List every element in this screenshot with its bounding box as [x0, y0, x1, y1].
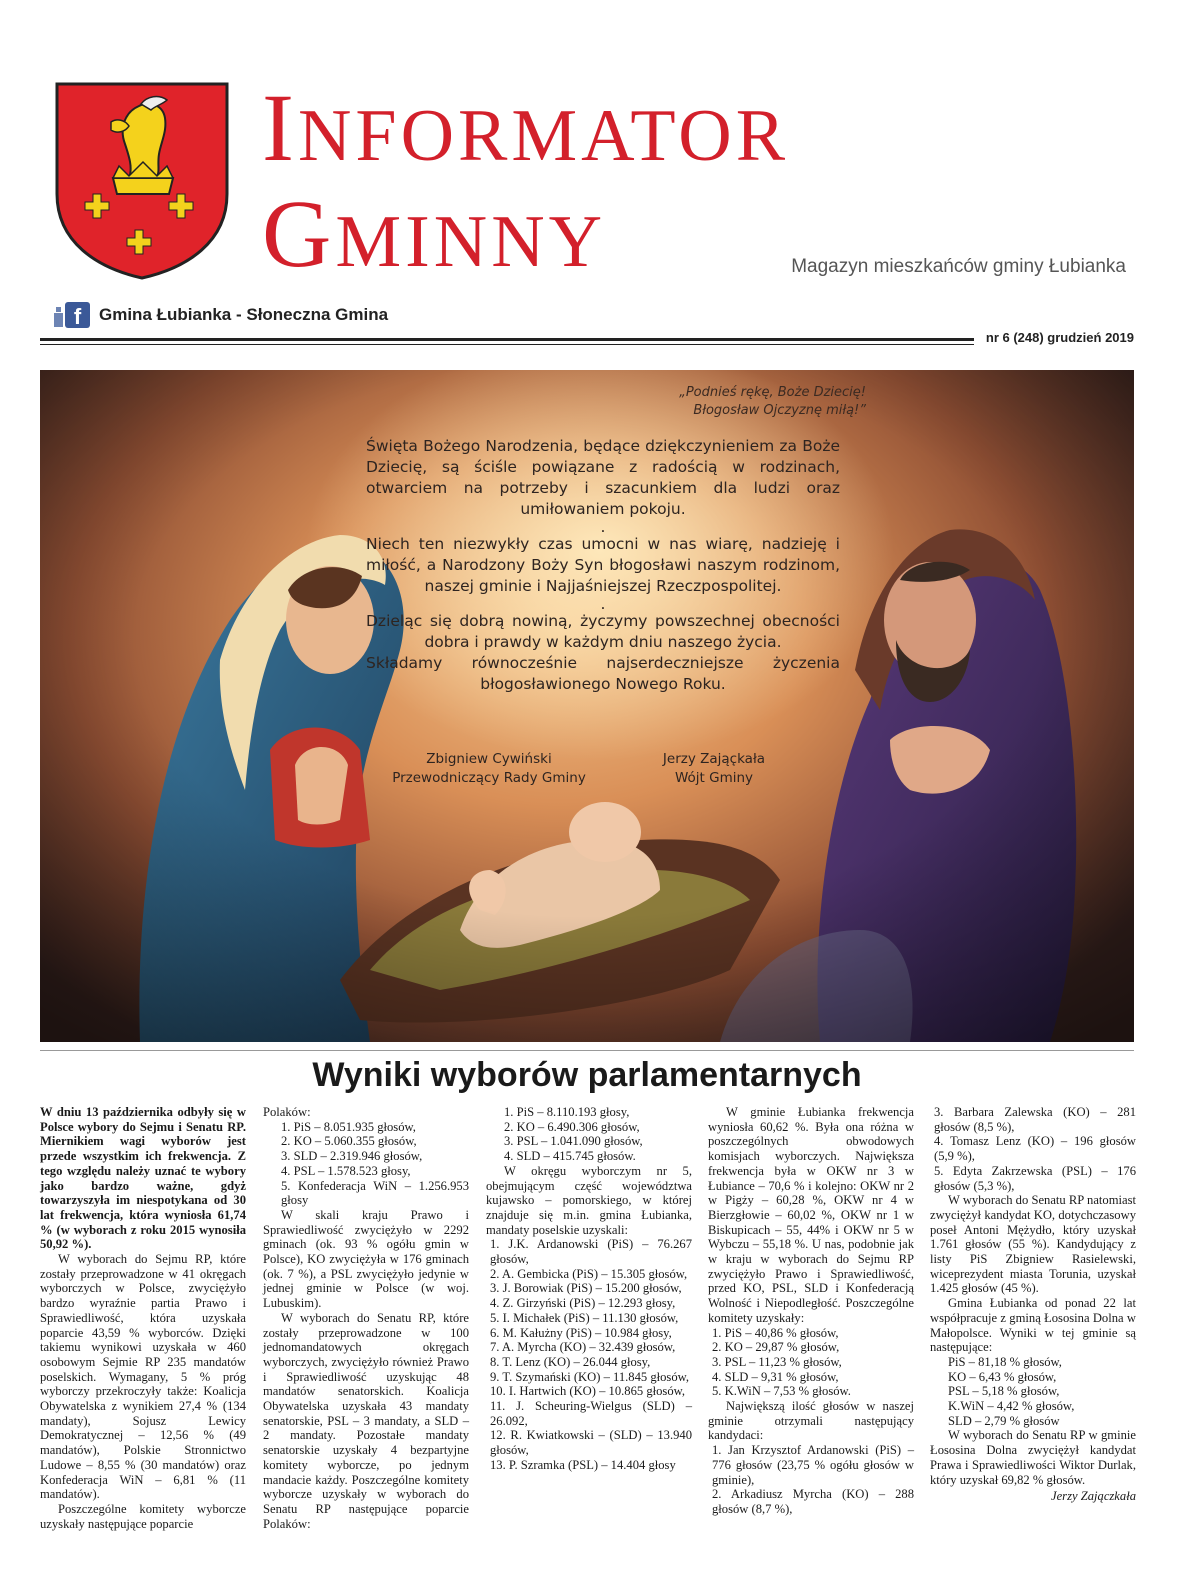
masthead-title-line1: [262, 74, 790, 181]
list-item: 3. J. Borowiak (PiS) – 15.200 głosów,: [490, 1281, 682, 1296]
article-paragraph: W gminie Łubianka frekwencja wyniosła 60,62 %. Była ona różna w poszczególnych obwodowych komisjach wyborczych. Największa frekwencja była w OKW nr 3 w Łubiance – 70,6 % i kolejno: OKW nr 2 w Pigży – 60,28 %, OKW nr 4 w Bierzgłowie – 60,02 %, OKW nr 1 w Biskupicach – 55, 44% i OKW nr 5 w Wybczu – 55,18 %. U nas, podobnie jak w kraju w wyborach do Sejmu RP zwyciężyło Prawo i Sprawiedliwość, przed KO, PSL, SLD i Konfederacją Wolność i Niepodległość. Poszczególne komitety uzyskały:: [708, 1105, 914, 1325]
article-column-3: [486, 1105, 692, 1473]
coat-of-arms-logo: [55, 82, 229, 280]
list-item: KO – 6,43 % głosów,: [948, 1369, 1057, 1384]
article-lead: W dniu 13 października odbyły się w Polsce wybory do Sejmu i Senatu RP. Miernikiem wagi wyborów jest przede wszystkim ich frekwencja. Z tego względu należy uznać te wybory jako bardzo ważne, gdyż towarzyszyła im niespotykana od 30 lat frekwencja, która wyniosła 61,74 % (w wyborach z roku 2015 wynosiła 50,92 %).: [40, 1105, 246, 1252]
christmas-greeting: [366, 436, 840, 695]
greeting-paragraph-2: Niech ten niezwykły czas umocni w nas wiarę, nadzieję i miłość, a Narodzony Boży Syn błogosławi naszym rodzinom, naszej gminie i Najjaśniejszej Rzeczpospolitej.: [366, 535, 840, 595]
hero-quote: [679, 384, 866, 420]
list-item: 3. Barbara Zalewska (KO) – 281 głosów (8,5 %),: [934, 1105, 1136, 1134]
list-item: 1. J.K. Ardanowski (PiS) – 76.267 głosów,: [490, 1237, 692, 1267]
article-paragraph: W wyborach do Sejmu RP, które zostały przeprowadzone w 41 okręgach wyborczych w Polsce, zwyciężyło bardzo wyraźnie partia Prawo i Sprawiedliwość, która uzyskała poparcie 43,59 % wyborców. Dzięki takiemu wynikowi uzyskała w 460 osobowym Sejmie RP 235 mandatów poselskich. Wymagany, 5 % próg wyborczy przekroczyły także: Koalicja Obywatelska z wynikiem 27,4 % (134 mandaty), Sojusz Lewicy Demokratycznej – 12,56 % (49 mandatów), Polskie Stronnictwo Ludowe – 8,55 % (30 mandatów) oraz Konfederacja WiN – 6,81 % (11 mandatów).: [40, 1252, 246, 1502]
list-item: 5. K.WiN – 7,53 % głosów.: [712, 1384, 851, 1399]
list-item: 12. R. Kwiatkowski – (SLD) – 13.940 głosów,: [490, 1428, 692, 1458]
article-divider: [40, 1050, 1134, 1051]
list-item: 5. Edyta Zakrzewska (PSL) – 176 głosów (5,3 %),: [934, 1163, 1136, 1193]
list-item: PSL – 5,18 % głosów,: [948, 1384, 1060, 1399]
masthead-divider: [40, 338, 974, 341]
list-item: 1. PiS – 8.051.935 głosów,: [281, 1119, 416, 1134]
article-paragraph: Największą ilość głosów w naszej gminie otrzymali następujący kandydaci:: [708, 1399, 914, 1443]
signer1-name: Zbigniew Cywiński: [426, 751, 552, 767]
list-item: 8. T. Lenz (KO) – 26.044 głosy,: [490, 1354, 651, 1369]
list-item: 3. PSL – 11,23 % głosów,: [712, 1354, 842, 1369]
signature-council-chairman: [386, 750, 592, 788]
article-paragraph: W skali kraju Prawo i Sprawiedliwość zwyciężyło w 2292 gminach (ok. 93 % ogółu gmin w Polsce), KO zwyciężyła w 176 gminach (ok. 7 %), a PSL zwyciężyło jedynie w jednej gminie w Polsce (w woj. Lubuskim).: [263, 1207, 469, 1311]
article-paragraph: W wyborach do Senatu RP natomiast zwyciężył kandydat KO, dotychczasowy poseł Antoni Mężydło, który uzyskał 1.761 głosów (55 %). Kandydujący z listy PiS Zbigniew Rasielewski, wiceprezydent miasta Torunia, uzyskał 1.425 głosów (45 %).: [930, 1193, 1136, 1296]
masthead-subtitle: Magazyn mieszkańców gminy Łubianka: [791, 256, 1126, 277]
article-paragraph: Poszczególne komitety wyborcze uzyskały następujące poparcie: [40, 1501, 246, 1531]
facebook-icon: [53, 301, 91, 329]
title-rest-2: MINNY: [335, 201, 607, 283]
list-item: 2. KO – 6.490.306 głosów,: [504, 1119, 640, 1134]
signer2-name: Jerzy Zając̨kała: [662, 751, 766, 767]
title-initial-1: I: [262, 74, 298, 181]
greeting-paragraph-3: Dzieląc się dobrą nowiną, życzymy powszechnej obecności dobra i prawdy w każdym dniu naszego życia.: [366, 612, 840, 651]
article-column-2: [263, 1105, 469, 1531]
issue-number: nr 6 (248) grudzień 2019: [985, 330, 1134, 345]
list-item: 2. A. Gembicka (PiS) – 15.305 głosów,: [490, 1266, 688, 1281]
list-item: 2. KO – 5.060.355 głosów,: [281, 1134, 417, 1149]
list-item: 1. PiS – 8.110.193 głosy,: [504, 1105, 630, 1119]
quote-line-2: Błogosław Ojczyznę miłą!”: [693, 403, 866, 418]
article-paragraph: W wyborach do Senatu RP, które zostały przeprowadzone w 100 jednomandatowych okręgach wyborczych, zwyciężyło również Prawo i Sprawiedliwość uzyskując 48 mandatów senatorskich. Koalicja Obywatelska uzyskała 43 mandaty senatorskie, PSL – 3 mandaty, a SLD – 2 mandaty. Pozostałe mandaty senatorskie uzyskały 4 bezpartyjne komitety wyborcze, po jednym mandacie każdy. Poszczególne komitety wyborcze uzyskały w wyborach do Senatu RP następujące poparcie Polaków:: [263, 1310, 469, 1531]
list-item: K.WiN – 4,42 % głosów,: [948, 1399, 1075, 1414]
signer1-role: Przewodniczący Rady Gminy: [392, 770, 586, 786]
list-item: 6. M. Kałużny (PiS) – 10.984 głosy,: [490, 1325, 672, 1340]
title-initial-2: G: [262, 180, 336, 287]
list-item: 4. PSL – 1.578.523 głosy,: [281, 1163, 411, 1178]
list-item: 13. P. Szramka (PSL) – 14.404 głosy: [490, 1457, 676, 1472]
article-column-5: [930, 1105, 1136, 1504]
svg-text:f: f: [73, 304, 82, 329]
article-headline: Wyniki wyborów parlamentarnych: [312, 1056, 862, 1094]
list-item: PiS – 81,18 % głosów,: [948, 1354, 1062, 1369]
article-paragraph: Polaków:: [263, 1105, 311, 1119]
masthead-title-line2: [262, 180, 607, 287]
nativity-photo: [40, 370, 1134, 1042]
greeting-separator-2: .: [600, 595, 606, 613]
greeting-separator-1: .: [600, 518, 606, 536]
list-item: 10. I. Hartwich (KO) – 10.865 głosów,: [490, 1384, 686, 1399]
article-column-1: [40, 1105, 246, 1531]
list-item: 7. A. Myrcha (KO) – 32.439 głosów,: [490, 1340, 676, 1355]
quote-line-1: „Podnieś rękę, Boże Dziecię!: [679, 385, 866, 400]
list-item: 3. PSL – 1.041.090 głosów,: [504, 1134, 643, 1149]
greeting-paragraph-1: Święta Bożego Narodzenia, będące dziękczynieniem za Boże Dziecię, są ściśle powiązane z radością w rodzinach, otwarciem na potrzeby i szacunkiem dla ludzi oraz umiłowaniem pokoju.: [366, 437, 840, 518]
list-item: 5. I. Michałek (PiS) – 11.130 głosów,: [490, 1310, 679, 1325]
article-column-4: [708, 1105, 914, 1517]
greeting-paragraph-4: Składamy równocześnie najserdeczniejsze życzenia błogosławionego Nowego Roku.: [366, 654, 840, 693]
list-item: 2. Arkadiusz Myrcha (KO) – 288 głosów (8,7 %),: [712, 1487, 914, 1516]
signature-mayor: [640, 750, 788, 788]
list-item: 4. SLD – 9,31 % głosów,: [712, 1369, 839, 1384]
facebook-label: Gmina Łubianka - Słoneczna Gmina: [99, 305, 389, 324]
signer2-role: Wójt Gminy: [674, 770, 754, 786]
list-item: 4. Z. Girzyński (PiS) – 12.293 głosy,: [490, 1296, 676, 1311]
list-item: 2. KO – 29,87 % głosów,: [712, 1340, 840, 1355]
list-item: 1. Jan Krzysztof Ardanowski (PiS) – 776 głosów (23,75 % ogółu głosów w gminie),: [712, 1443, 914, 1487]
title-rest-1: NFORMATOR: [297, 95, 790, 177]
list-item: 4. Tomasz Lenz (KO) – 196 głosów (5,9 %),: [934, 1134, 1136, 1164]
facebook-link[interactable]: [53, 300, 388, 330]
article-paragraph: W wyborach do Senatu RP w gminie Łososina Dolna zwyciężył kandydat Prawa i Sprawiedliwości Wiktor Durlak, który uzyskał 69,82 % głosów.: [930, 1428, 1136, 1487]
list-item: 5. Konfederacja WiN – 1.256.953 głosy: [281, 1178, 469, 1208]
article-paragraph: Gmina Łubianka od ponad 22 lat współpracuje z gminą Łososina Dolna w Małopolsce. Wyniki w tej gminie są następujące:: [930, 1296, 1136, 1355]
list-item: 4. SLD – 415.745 głosów.: [504, 1149, 636, 1164]
list-item: 3. SLD – 2.319.946 głosów,: [281, 1149, 423, 1164]
article-paragraph: W okręgu wyborczym nr 5, obejmującym część województwa kujawsko – pomorskiego, w której znajduje się m.in. gmina Łubianka, mandaty poselskie uzyskali:: [486, 1163, 692, 1237]
article-author: Jerzy Zajączkała: [1051, 1489, 1136, 1504]
list-item: 11. J. Scheuring-Wielgus (SLD) – 26.092,: [490, 1399, 692, 1428]
list-item: SLD – 2,79 % głosów: [948, 1413, 1060, 1428]
masthead-divider-thin: [40, 344, 974, 345]
list-item: 1. PiS – 40,86 % głosów,: [712, 1325, 839, 1340]
list-item: 9. T. Szymański (KO) – 11.845 głosów,: [490, 1369, 690, 1384]
